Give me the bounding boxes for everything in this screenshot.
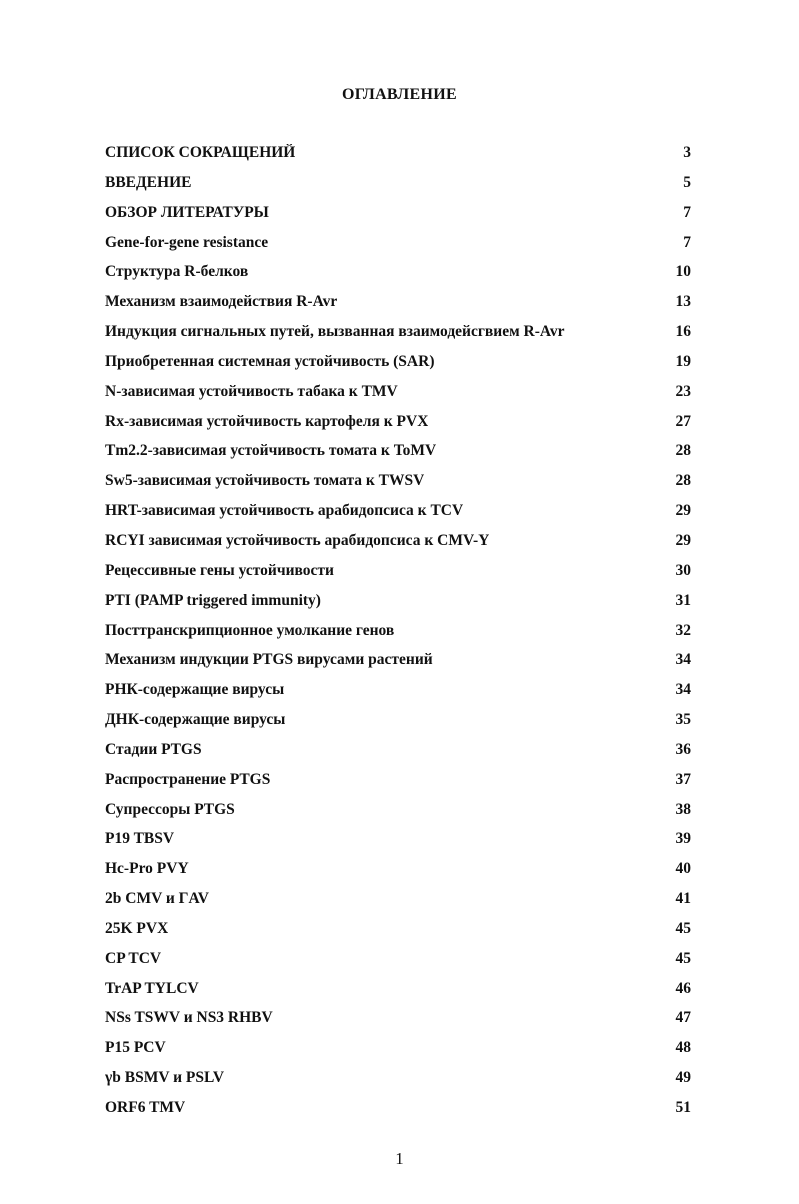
toc-entry: [105, 681, 691, 711]
toc-entry-page: 3: [683, 144, 691, 161]
toc-entry-label: PTI (PAMP triggered immunity): [105, 591, 321, 609]
toc-entry-page: 23: [675, 382, 691, 400]
toc-entry-page: 35: [675, 711, 691, 729]
toc-entry-page: 34: [675, 681, 691, 699]
toc-entry-page: 29: [675, 502, 691, 520]
toc-entry-page: 41: [675, 890, 691, 908]
toc-entry-label: Sw5-зависимая устойчивость томата к TWSV: [105, 472, 425, 490]
toc-entry-page: 32: [675, 621, 691, 639]
toc-entry: [105, 890, 691, 920]
table-of-contents: [105, 144, 691, 1129]
toc-entry: [105, 174, 691, 204]
toc-entry: [105, 711, 691, 741]
toc-entry-label: Механизм индукции PTGS вирусами растений: [105, 651, 433, 669]
toc-entry-page: 16: [675, 323, 691, 341]
toc-entry: [105, 741, 691, 771]
toc-entry-label: Посттранскрипционное умолкание генов: [105, 621, 395, 639]
page-number: 1: [395, 1149, 404, 1168]
toc-entry-page: 28: [675, 442, 691, 460]
toc-entry-label: Рецессивные гены устойчивости: [105, 561, 334, 579]
toc-entry: [105, 771, 691, 801]
toc-entry: [105, 651, 691, 681]
toc-entry: [105, 1009, 691, 1039]
toc-entry: [105, 1069, 691, 1099]
toc-entry: [105, 622, 691, 652]
toc-entry: [105, 472, 691, 502]
toc-entry-label: ORF6 TMV: [105, 1099, 186, 1116]
toc-entry-label: N-зависимая устойчивость табака к TMV: [105, 382, 398, 400]
toc-entry-page: 29: [675, 531, 691, 549]
toc-entry-page: 10: [675, 263, 691, 281]
toc-entry-page: 45: [675, 949, 691, 967]
toc-entry-label: РНК-содержащие вирусы: [105, 681, 285, 699]
page-title: ОГЛАВЛЕНИЕ: [342, 86, 457, 103]
toc-entry: [105, 383, 691, 413]
toc-entry-label: Распространение PTGS: [105, 770, 271, 788]
toc-entry-page: 36: [675, 740, 691, 758]
toc-entry-page: 40: [675, 860, 691, 878]
toc-entry-label: Приобретенная системная устойчивость (SAR): [105, 352, 435, 370]
toc-entry: [105, 442, 691, 472]
toc-entry-label: ДНК-содержащие вирусы: [105, 711, 286, 729]
toc-entry: [105, 293, 691, 323]
toc-entry-label: CP TCV: [105, 949, 162, 967]
toc-entry-page: 47: [675, 1009, 691, 1027]
toc-entry: [105, 801, 691, 831]
toc-entry: [105, 592, 691, 622]
toc-entry-label: 2b CMV и ГAV: [105, 890, 209, 908]
toc-entry-label: TrAP TYLCV: [105, 979, 199, 997]
toc-entry: [105, 950, 691, 980]
toc-entry-label: Rx-зависимая устойчивость картофеля к PVX: [105, 412, 429, 430]
toc-entry: [105, 1099, 691, 1129]
toc-entry-page: 34: [675, 651, 691, 669]
toc-entry-page: 38: [675, 800, 691, 818]
toc-entry: [105, 144, 691, 174]
toc-entry-label: Структура R-белков: [105, 263, 249, 281]
toc-entry-label: γb BSMV и PSLV: [105, 1069, 225, 1087]
toc-entry: [105, 234, 691, 264]
toc-entry: [105, 920, 691, 950]
toc-entry-page: 31: [675, 591, 691, 609]
toc-entry-page: 30: [675, 561, 691, 579]
toc-entry: [105, 562, 691, 592]
toc-entry: [105, 980, 691, 1010]
toc-entry: [105, 1039, 691, 1069]
toc-entry-label: Стадии PTGS: [105, 740, 202, 758]
toc-entry-label: 25K PVX: [105, 919, 169, 937]
toc-entry-page: 37: [675, 770, 691, 788]
toc-entry-page: 19: [675, 352, 691, 370]
toc-entry: [105, 323, 691, 353]
toc-entry-label: RCYI зависимая устойчивость арабидопсиса к CMV-Y: [105, 531, 490, 549]
toc-entry-label: P19 TBSV: [105, 830, 175, 848]
toc-entry-page: 46: [675, 979, 691, 997]
toc-entry-label: Супрессоры PTGS: [105, 800, 235, 818]
toc-entry: [105, 830, 691, 860]
toc-entry-page: 13: [675, 293, 691, 311]
toc-entry-page: 45: [675, 919, 691, 937]
toc-entry-label: Tm2.2-зависимая устойчивость томата к ToMV: [105, 442, 437, 460]
toc-entry: [105, 502, 691, 532]
toc-entry: [105, 353, 691, 383]
toc-entry-label: Механизм взаимодействия R-Avr: [105, 293, 338, 311]
toc-entry: [105, 413, 691, 443]
toc-entry-page: 51: [675, 1099, 691, 1116]
toc-entry: [105, 263, 691, 293]
toc-entry-page: 7: [683, 203, 691, 221]
toc-entry: [105, 860, 691, 890]
toc-entry-label: ОБЗОР ЛИТЕРАТУРЫ: [105, 203, 269, 221]
toc-entry-label: Gene-for-gene resistance: [105, 233, 269, 251]
toc-entry-page: 39: [675, 830, 691, 848]
toc-entry-page: 7: [683, 233, 691, 251]
toc-entry: [105, 532, 691, 562]
toc-entry-label: ВВЕДЕНИЕ: [105, 173, 192, 191]
toc-entry: [105, 204, 691, 234]
toc-entry-page: 48: [675, 1039, 691, 1057]
toc-entry-page: 28: [675, 472, 691, 490]
toc-entry-label: P15 PCV: [105, 1039, 166, 1057]
toc-entry-label: HRT-зависимая устойчивость арабидопсиса к TCV: [105, 502, 464, 520]
toc-entry-page: 49: [675, 1069, 691, 1087]
toc-entry-page: 5: [683, 173, 691, 191]
toc-entry-label: Hc-Pro PVY: [105, 860, 189, 878]
toc-entry-label: NSs TSWV и NS3 RHBV: [105, 1009, 273, 1027]
toc-entry-label: Индукция сигнальных путей, вызванная взаимодейсгвием R-Avr: [105, 323, 565, 341]
toc-entry-label: СПИСОК СОКРАЩЕНИЙ: [105, 144, 296, 161]
toc-entry-page: 27: [675, 412, 691, 430]
